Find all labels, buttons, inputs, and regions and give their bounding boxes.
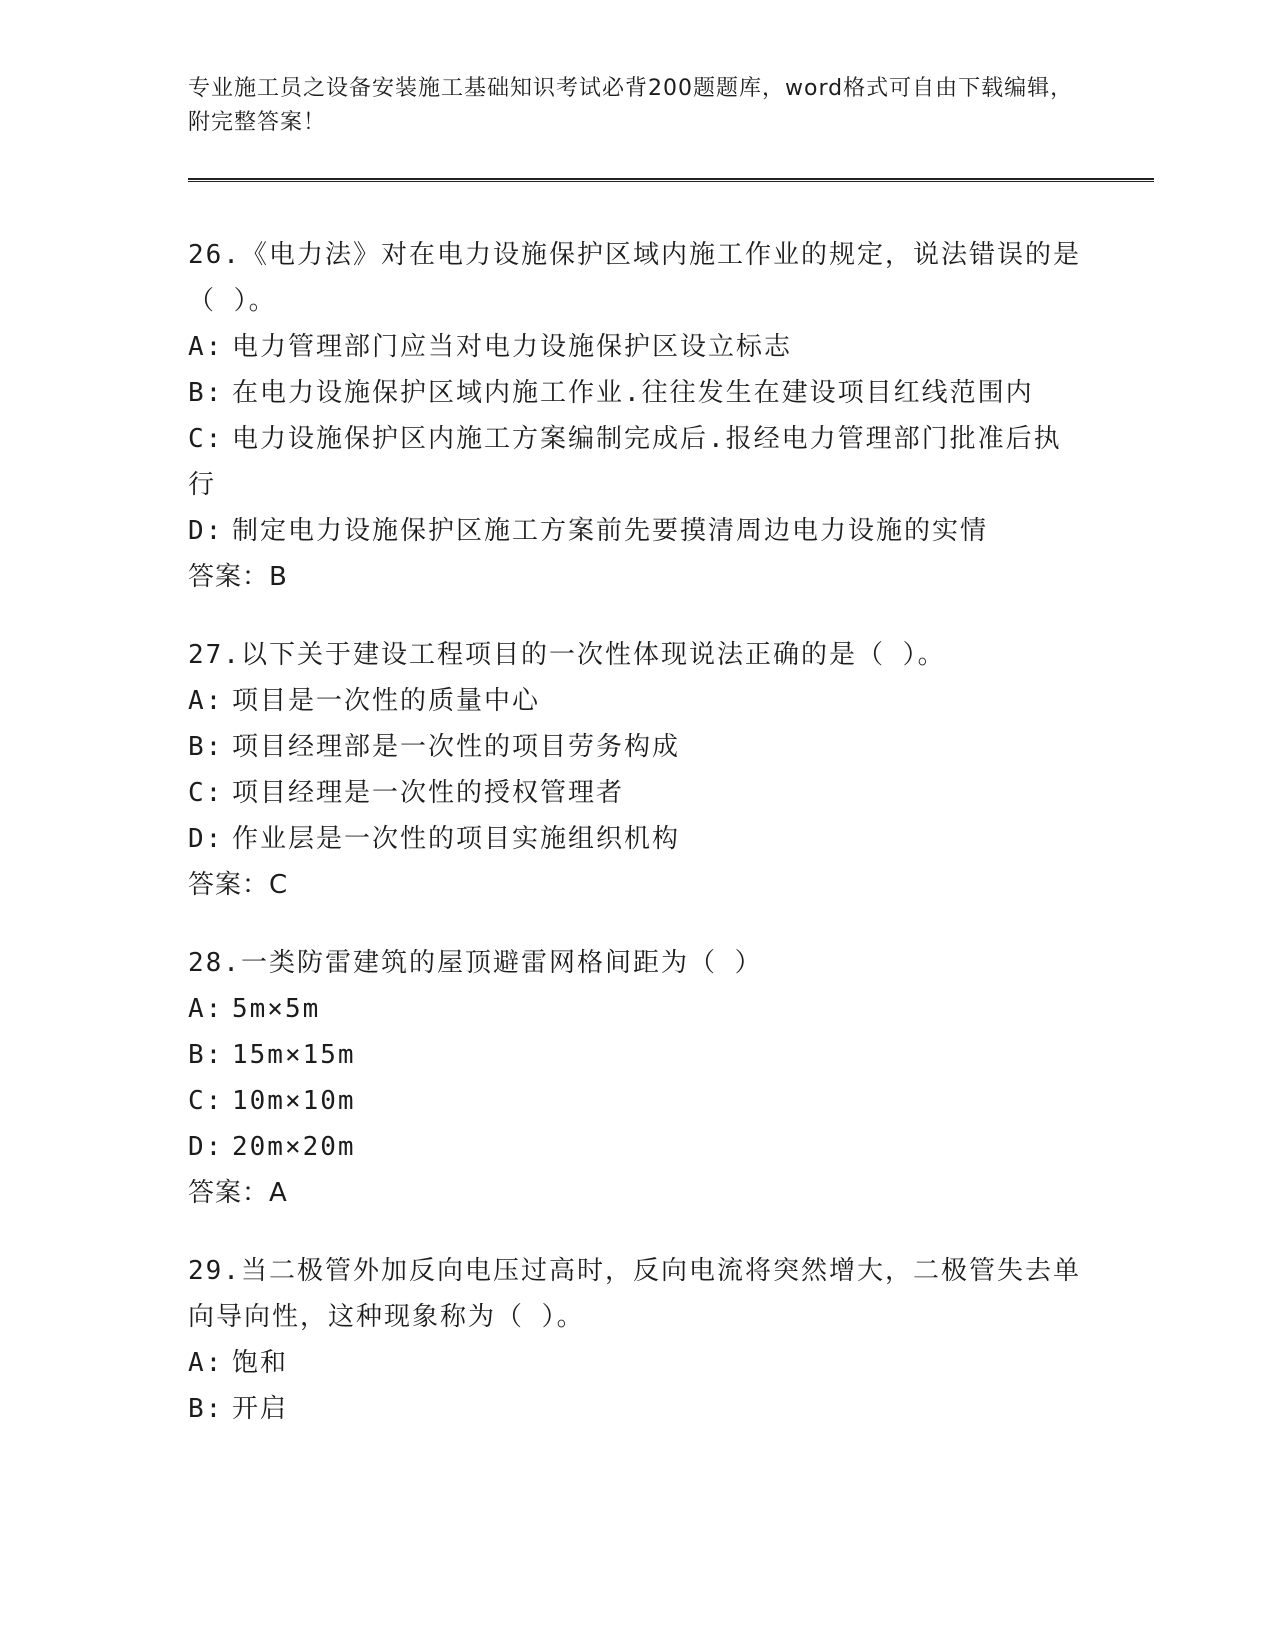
option-letter: D:: [188, 824, 224, 854]
question-stem: 28.一类防雷建筑的屋顶避雷网格间距为（ ）: [188, 948, 763, 978]
option-c: [188, 416, 1088, 508]
option-text: 电力设施保护区内施工方案编制完成后.报经电力管理部门批准后执行: [188, 424, 1062, 500]
question-29: [188, 1248, 1088, 1432]
option-letter: A:: [188, 994, 224, 1024]
option-b: [188, 1386, 1088, 1432]
answer-line: 答案：B: [188, 562, 288, 592]
question-27: [188, 632, 1088, 908]
option-d: [188, 508, 1088, 554]
option-text: 15m×15m: [232, 1040, 356, 1070]
option-letter: C:: [188, 778, 224, 808]
option-text: 项目经理部是一次性的项目劳务构成: [232, 732, 681, 762]
option-letter: A:: [188, 332, 224, 362]
option-letter: B:: [188, 732, 224, 762]
option-letter: B:: [188, 1040, 224, 1070]
option-b: [188, 370, 1088, 416]
option-a: [188, 986, 1088, 1032]
page-header: 专业施工员之设备安装施工基础知识考试必背200题题库，word格式可自由下载编辑，附完整答案！: [188, 76, 1074, 135]
question-list: [188, 232, 1088, 1464]
option-letter: C:: [188, 1086, 224, 1116]
option-text: 在电力设施保护区域内施工作业.往往发生在建设项目红线范围内: [232, 378, 1034, 408]
question-26: [188, 232, 1088, 600]
option-letter: A:: [188, 686, 224, 716]
header-divider: [188, 178, 1154, 182]
option-c: [188, 1078, 1088, 1124]
question-stem: 26.《电力法》对在电力设施保护区域内施工作业的规定，说法错误的是（ ）。: [188, 240, 1081, 316]
option-b: [188, 1032, 1088, 1078]
question-stem: 27.以下关于建设工程项目的一次性体现说法正确的是（ ）。: [188, 640, 946, 670]
option-letter: C:: [188, 424, 224, 454]
option-letter: B:: [188, 1394, 224, 1424]
question-28: [188, 940, 1088, 1216]
option-text: 作业层是一次性的项目实施组织机构: [232, 824, 681, 854]
option-d: [188, 1124, 1088, 1170]
option-text: 20m×20m: [232, 1132, 356, 1162]
option-a: [188, 324, 1088, 370]
option-text: 项目经理是一次性的授权管理者: [232, 778, 625, 808]
option-letter: B:: [188, 378, 224, 408]
option-text: 5m×5m: [232, 994, 321, 1024]
option-c: [188, 770, 1088, 816]
option-a: [188, 678, 1088, 724]
option-text: 10m×10m: [232, 1086, 356, 1116]
option-d: [188, 816, 1088, 862]
option-b: [188, 724, 1088, 770]
question-stem: 29.当二极管外加反向电压过高时，反向电流将突然增大，二极管失去单向导向性，这种现象称为（ ）。: [188, 1256, 1081, 1332]
option-text: 制定电力设施保护区施工方案前先要摸清周边电力设施的实情: [232, 516, 989, 546]
option-letter: D:: [188, 1132, 224, 1162]
answer-line: 答案：A: [188, 1178, 288, 1208]
option-text: 饱和: [232, 1348, 289, 1378]
option-letter: D:: [188, 516, 224, 546]
answer-line: 答案：C: [188, 870, 289, 900]
option-text: 开启: [232, 1394, 289, 1424]
option-text: 项目是一次性的质量中心: [232, 686, 541, 716]
option-a: [188, 1340, 1088, 1386]
option-text: 电力管理部门应当对电力设施保护区设立标志: [232, 332, 793, 362]
option-letter: A:: [188, 1348, 224, 1378]
